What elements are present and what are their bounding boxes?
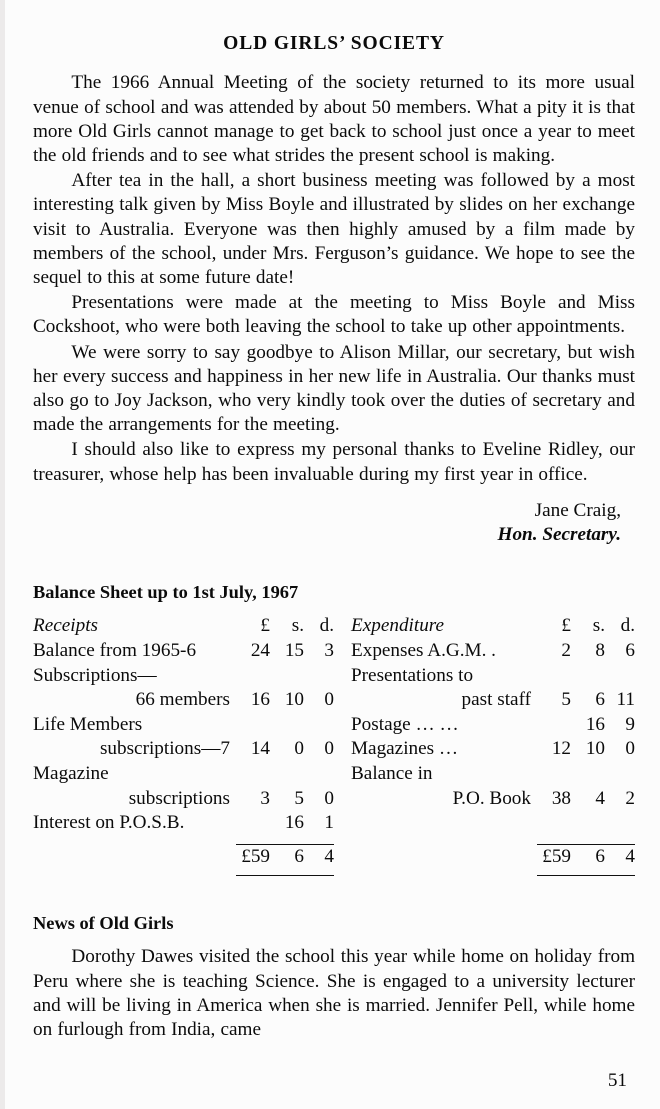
- row-pounds: 24: [250, 639, 270, 661]
- row-pounds: 5: [561, 689, 571, 711]
- table-row: [351, 688, 635, 713]
- table-row: [351, 639, 635, 664]
- row-pounds: 3: [260, 787, 270, 809]
- table-row: [33, 737, 334, 762]
- row-shillings: 15: [284, 639, 304, 661]
- col-head-pence: d.: [319, 615, 334, 637]
- row-pounds: [537, 664, 571, 689]
- table-row: [33, 787, 334, 812]
- news-heading: News of Old Girls: [33, 913, 174, 934]
- row-shillings: 5: [294, 787, 304, 809]
- spacer-row: [351, 811, 635, 836]
- total-shillings: 6: [595, 845, 605, 867]
- expenditure-header-row: [351, 614, 635, 639]
- row-pence: 2: [625, 787, 635, 809]
- spacer-cell: [33, 869, 230, 876]
- total-rule-top: [537, 836, 635, 845]
- row-pounds: 16: [250, 689, 270, 711]
- article-paragraph-1: The 1966 Annual Meeting of the society returned to its more usual venue of school and was attended by about 50 members. What a pity it is that more Old Girls cannot manage to get back to school just once a year to meet the old friends and to see what strides the present school is making.: [33, 72, 635, 167]
- row-pounds: [236, 664, 270, 689]
- total-pounds: £59: [241, 845, 270, 867]
- balance-sheet-heading-wrap: [33, 581, 635, 603]
- row-pence: [304, 762, 334, 787]
- row-label: past staff: [461, 689, 531, 711]
- signature-role: Hon. Secretary.: [497, 524, 621, 546]
- total-rule-top-row: [351, 836, 635, 845]
- col-head-pence: d.: [620, 615, 635, 637]
- row-label: Life Members: [33, 713, 143, 735]
- row-label: Interest on P.O.S.B.: [33, 812, 185, 834]
- spacer-cell: [351, 869, 531, 876]
- row-pence: [304, 664, 334, 689]
- col-head-pounds: £: [561, 615, 571, 637]
- row-label: Expenses A.G.M. .: [351, 639, 496, 661]
- receipts-table-body: [33, 614, 334, 876]
- row-pounds: [537, 713, 571, 738]
- receipts-column: [33, 614, 334, 876]
- row-pounds: 12: [551, 738, 571, 760]
- signature-name: Jane Craig,: [534, 499, 621, 521]
- row-pounds: [236, 713, 270, 738]
- table-row: [33, 639, 334, 664]
- row-label: Subscriptions—: [33, 664, 157, 686]
- receipts-header-row: [33, 614, 334, 639]
- row-label: subscriptions—7: [99, 738, 230, 760]
- expenditure-table-body: [351, 614, 635, 876]
- table-row: [351, 737, 635, 762]
- col-head-shillings: s.: [592, 615, 605, 637]
- row-pence: 9: [625, 713, 635, 735]
- expenditure-column: [334, 614, 635, 876]
- row-shillings: [270, 664, 304, 689]
- total-shillings: 6: [294, 845, 304, 867]
- table-row: [33, 664, 334, 689]
- article-paragraph-3: Presentations were made at the meeting to Miss Boyle and Miss Cockshoot, who were both leaving the school to take up other appointments.: [33, 292, 635, 338]
- total-pounds: £59: [542, 845, 571, 867]
- row-pounds: [537, 762, 571, 787]
- table-row: [351, 713, 635, 738]
- row-shillings: 8: [595, 639, 605, 661]
- row-label: Magazine: [33, 762, 109, 784]
- signature-block: [33, 499, 635, 547]
- spacer-cell: [33, 836, 230, 845]
- row-shillings: [571, 762, 605, 787]
- row-pounds: 38: [551, 787, 571, 809]
- row-pounds: 14: [250, 738, 270, 760]
- row-pence: 0: [324, 689, 334, 711]
- total-pence: 4: [324, 845, 334, 867]
- page-title: OLD GIRLS’ SOCIETY: [223, 33, 445, 54]
- row-label: Balance in: [351, 762, 433, 784]
- row-label: Balance from 1965-6: [33, 639, 197, 661]
- row-label: P.O. Book: [452, 787, 531, 809]
- row-pence: 11: [616, 689, 635, 711]
- table-row: [33, 762, 334, 787]
- row-shillings: [571, 664, 605, 689]
- total-rule-bottom-row: [33, 869, 334, 876]
- table-row: [351, 762, 635, 787]
- row-pence: [605, 664, 635, 689]
- row-shillings: 16: [284, 812, 304, 834]
- total-label: [33, 845, 230, 870]
- receipts-header-label: Receipts: [33, 615, 98, 637]
- col-head-shillings: s.: [291, 615, 304, 637]
- row-pence: 3: [324, 639, 334, 661]
- total-row: [351, 845, 635, 870]
- total-pence: 4: [625, 845, 635, 867]
- row-pence: 1: [324, 812, 334, 834]
- spacer-cell: [351, 811, 635, 836]
- row-label: subscriptions: [128, 787, 230, 809]
- total-rule-bottom: [537, 869, 635, 876]
- row-pence: [605, 762, 635, 787]
- table-row: [351, 664, 635, 689]
- news-heading-wrap: [33, 912, 635, 934]
- row-shillings: 10: [585, 738, 605, 760]
- row-pence: 6: [625, 639, 635, 661]
- row-pounds: [236, 811, 270, 836]
- row-pence: [304, 713, 334, 738]
- row-pence: 0: [324, 738, 334, 760]
- row-pounds: 2: [561, 639, 571, 661]
- receipts-table: [33, 614, 334, 876]
- article-paragraph-5: I should also like to express my personal thanks to Eveline Ridley, our treasurer, whose help has been invaluable during my first year in office.: [33, 439, 635, 485]
- total-label: [351, 845, 531, 870]
- total-rule-bottom: [236, 869, 334, 876]
- row-shillings: 16: [585, 713, 605, 735]
- table-row: [33, 688, 334, 713]
- news-paragraph-1: Dorothy Dawes visited the school this year while home on holiday from Peru where she is teaching Science. She is engaged to a university lecturer and will be living in America when she is married. Jennifer Pell, while home on furlough from India, came: [33, 946, 635, 1040]
- table-row: [351, 787, 635, 812]
- total-rule-bottom-row: [351, 869, 635, 876]
- row-pounds: [236, 762, 270, 787]
- row-label: Magazines …: [351, 738, 459, 760]
- expenditure-header-label: Expenditure: [351, 615, 445, 637]
- row-shillings: [270, 713, 304, 738]
- total-rule-top-row: [33, 836, 334, 845]
- article-paragraph-4: We were sorry to say goodbye to Alison Millar, our secretary, but wish her every success and happiness in her new life in Australia. Our thanks must also go to Joy Jackson, who very kindly took over the duties of secretary and made the arrangements for the meeting.: [33, 341, 635, 436]
- row-shillings: 10: [284, 689, 304, 711]
- balance-sheet-heading: Balance Sheet up to 1st July, 1967: [33, 582, 299, 603]
- row-label: 66 members: [135, 689, 230, 711]
- total-rule-top: [236, 836, 334, 845]
- spacer-cell: [351, 836, 531, 845]
- total-row: [33, 845, 334, 870]
- page-content: [33, 0, 635, 1042]
- row-pence: 0: [625, 738, 635, 760]
- row-label: Postage … …: [351, 713, 459, 735]
- article-paragraph-2: After tea in the hall, a short business meeting was followed by a most interesting talk given by Miss Boyle and illustrated by slides on her exchange visit to Australia. Everyone was then highly amused by a film made by members of the school, under Mrs. Ferguson’s guidance. We hope to see the sequel to this at some future date!: [33, 170, 635, 289]
- col-head-pounds: £: [260, 615, 270, 637]
- row-shillings: [270, 762, 304, 787]
- row-shillings: 0: [294, 738, 304, 760]
- balance-sheet: [33, 614, 635, 876]
- row-pence: 0: [324, 787, 334, 809]
- row-shillings: 6: [595, 689, 605, 711]
- row-label: Presentations to: [351, 664, 474, 686]
- page-number: 51: [607, 1069, 627, 1091]
- row-shillings: 4: [595, 787, 605, 809]
- table-row: [33, 713, 334, 738]
- expenditure-table: [351, 614, 635, 876]
- table-row: [33, 811, 334, 836]
